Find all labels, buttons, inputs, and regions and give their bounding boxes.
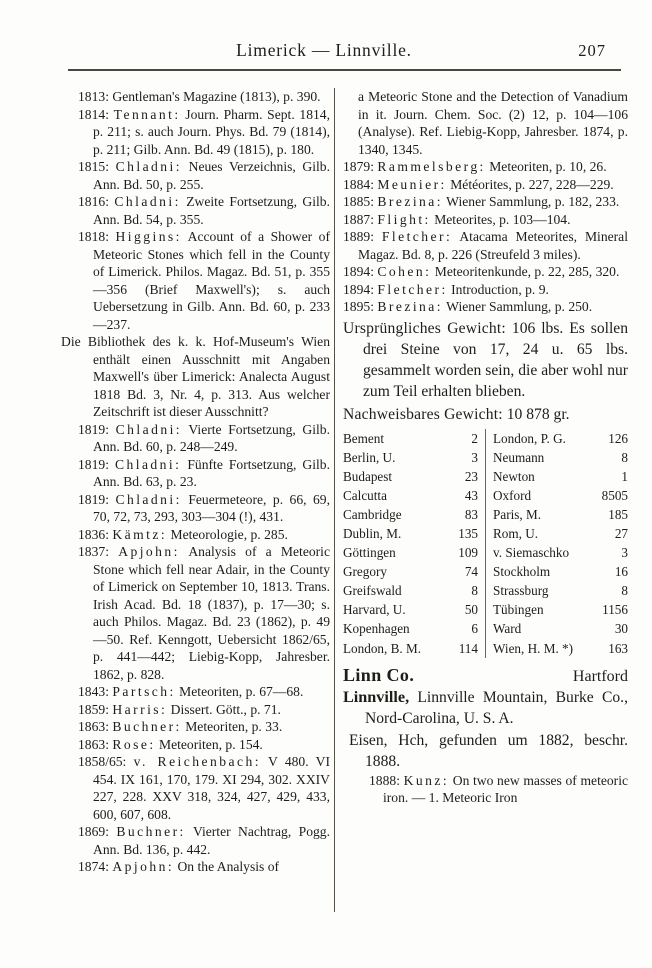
table-row	[343, 543, 478, 562]
entry-author: Chladni:	[115, 491, 182, 507]
collection-name: Neumann	[493, 449, 545, 465]
bibliography-entry	[78, 106, 330, 159]
entry-text: Meteoriten, p. 67—68.	[179, 684, 304, 699]
entry-author: Meunier:	[377, 176, 447, 192]
bibliography-entry	[78, 193, 330, 228]
linnville-location: Linnville Mountain, Burke Co., Nord-Carolina, U. S. A.	[365, 688, 628, 727]
table-row	[343, 429, 478, 448]
collection-name: Wien, H. M. *)	[493, 640, 574, 656]
table-row	[493, 543, 628, 562]
weights-table-left	[343, 429, 486, 658]
table-row	[493, 429, 628, 448]
entry-text: Atacama Meteorites, Mineral Magaz. Bd. 8, p. 226 (Streufeld 3 miles).	[358, 229, 628, 262]
collection-name: Ward	[493, 621, 522, 637]
entry-year: 1814:	[78, 106, 109, 122]
collection-weight: 8	[471, 583, 478, 599]
entry-year: 1858/65:	[78, 754, 127, 769]
entry-author: Buchner:	[116, 824, 186, 839]
entry-author: Fletcher:	[381, 229, 453, 244]
collection-weight: 6	[471, 621, 478, 637]
entry-text: Neues Verzeichnis, Gilb. Ann. Bd. 50, p. 255.	[93, 159, 330, 192]
table-row	[493, 524, 628, 543]
page-header	[68, 40, 620, 64]
entry-year: 1879:	[343, 159, 374, 174]
collection-weight: 2	[471, 430, 478, 446]
entry-author: Harris:	[112, 701, 168, 717]
entry-text: Vierter Nachtrag, Pogg. Ann. Bd. 136, p. 442.	[93, 824, 330, 857]
collection-weight: 74	[464, 564, 478, 580]
linnville-heading	[343, 687, 628, 729]
collection-weight: 16	[614, 564, 628, 580]
collection-weight: 109	[458, 545, 478, 561]
entry-year: 1888:	[369, 772, 400, 788]
entry-year: 1836:	[78, 526, 109, 542]
entry-text: Gentleman's Magazine (1813), p. 390.	[112, 89, 321, 104]
right-bibliography	[343, 158, 628, 316]
entry-author: Brezina:	[377, 194, 444, 209]
bibliography-entry	[78, 228, 330, 333]
entry-author: Tennant:	[113, 106, 181, 122]
table-row	[343, 581, 478, 600]
bibliography-entry	[78, 683, 330, 701]
collection-name: v. Siemaschko	[493, 545, 570, 561]
collection-name: Harvard, U.	[343, 602, 406, 618]
right-column	[343, 88, 628, 807]
next-locality-heading	[343, 665, 628, 686]
entry-text: Meteoriten, p. 154.	[159, 736, 263, 752]
collection-weight: 43	[464, 487, 478, 503]
bibliography-entry	[343, 298, 628, 316]
entry-author: Apjohn:	[118, 544, 180, 559]
collection-name: Göttingen	[343, 545, 396, 561]
entry-text: On two new masses of meteoric iron. — 1. Meteoric Iron	[383, 772, 629, 806]
entry-author: v. Reichenbach:	[133, 754, 261, 769]
collection-name: Paris, M.	[493, 506, 541, 522]
collection-weight: 8505	[601, 487, 628, 503]
bibliography-entry	[78, 823, 330, 858]
entry-year: 1843:	[78, 684, 109, 699]
entry-year: 1837:	[78, 544, 109, 559]
entry-year: 1819:	[78, 456, 109, 472]
linnville-bibliography	[343, 772, 628, 807]
bibliography-entry	[78, 526, 330, 544]
entry-author: Chladni:	[115, 159, 182, 174]
collection-weight: 114	[458, 640, 478, 656]
table-row	[493, 562, 628, 581]
entry-text: Wiener Sammlung, p. 182, 233.	[446, 194, 620, 209]
table-row	[343, 524, 478, 543]
entry-author: Rammelsberg:	[377, 159, 486, 174]
locality-place: Hartford	[572, 667, 628, 685]
entry-year: 1863:	[78, 719, 109, 734]
entry-year: 1885:	[343, 194, 374, 209]
table-row	[493, 600, 628, 619]
bibliography-entry	[78, 736, 330, 754]
collection-name: Newton	[493, 468, 535, 484]
entry-text: On the Analysis of	[177, 859, 280, 874]
table-row	[343, 562, 478, 581]
entry-text: Introduction, p. 9.	[451, 281, 549, 297]
entry-author: Higgins:	[115, 229, 182, 244]
entry-year: 1819:	[78, 491, 109, 507]
bibliography-entry	[343, 193, 628, 211]
verified-weight-label: Nachweisbares Gewicht:	[343, 405, 503, 423]
collection-name: Kopenhagen	[343, 621, 410, 637]
entry-year: 1819:	[78, 421, 109, 437]
collection-weight: 163	[608, 640, 628, 656]
entry-author: Chladni:	[114, 456, 182, 472]
entry-text: Meteorologie, p. 285.	[170, 526, 288, 542]
weights-table-right	[486, 429, 628, 658]
running-title: Limerick — Linnville.	[236, 40, 412, 60]
entry-text: Météorites, p. 227, 228—229.	[450, 176, 614, 192]
table-row	[343, 448, 478, 467]
collection-name: London, P. G.	[493, 430, 566, 446]
entry-year: 1816:	[78, 194, 109, 209]
entry-text: Meteoritenkunde, p. 22, 285, 320.	[434, 264, 620, 279]
collection-name: Dublin, M.	[343, 525, 402, 541]
bibliography-entry	[343, 772, 628, 807]
entry-text: Zweite Fortsetzung, Gilb. Ann. Bd. 54, p. 355.	[93, 194, 330, 227]
table-row	[493, 619, 628, 638]
bibliography-entry	[343, 158, 628, 176]
entry-text: V 480. VI 454. IX 161, 170, 179. XI 294, 302. XXIV 227, 228. XXV 318, 324, 427, 429, 433, 600, 607, 608.	[93, 754, 330, 822]
table-row	[343, 467, 478, 486]
collection-name: Budapest	[343, 468, 393, 484]
bibliography-entry	[78, 858, 330, 876]
bibliography-entry	[78, 456, 330, 491]
table-row	[343, 639, 478, 658]
bibliography-entry	[78, 543, 330, 683]
bibliography-entry	[78, 88, 330, 106]
entry-author: Chladni:	[114, 194, 181, 209]
collection-weight: 126	[608, 430, 628, 446]
collection-weight: 8	[621, 583, 628, 599]
table-row	[343, 486, 478, 505]
entry-text: Fünfte Fortsetzung, Gilb. Ann. Bd. 63, p. 23.	[93, 456, 330, 489]
entry-year: 1884:	[343, 176, 374, 192]
entry-author: Fletcher:	[377, 281, 448, 297]
entry-author: Chladni:	[115, 421, 183, 437]
linnville-description: Eisen, Hch, gefunden um 1882, beschr. 1888.	[349, 731, 628, 770]
column-divider	[334, 88, 335, 912]
table-row	[493, 581, 628, 600]
collection-name: Greifswald	[343, 583, 402, 599]
collection-weight: 3	[471, 449, 478, 465]
table-row	[343, 505, 478, 524]
bibliography-entry	[78, 701, 330, 719]
collection-name: Stockholm	[493, 564, 551, 580]
bibliography-entry	[78, 718, 330, 736]
bibliography-entry	[78, 753, 330, 823]
collection-name: Cambridge	[343, 506, 402, 522]
collection-name: Strassburg	[493, 583, 549, 599]
table-row	[493, 467, 628, 486]
collection-name: Oxford	[493, 487, 532, 503]
entry-year: 1887:	[343, 211, 374, 227]
collection-name: London, B. M.	[343, 640, 422, 656]
entry-year: 1894:	[343, 264, 374, 279]
entry-text: Die Bibliothek des k. k. Hof-Museum's Wien enthält einen Ausschnitt mit Angaben Maxwell's über Limerick: Analecta August 1818 Bd. 3, Nr. 4, p. 313. Aus welcher Zeitschrift ist dieser Ausschnitt?	[61, 334, 330, 419]
collection-weight: 30	[614, 621, 628, 637]
entry-text: Dissert. Gött., p. 71.	[170, 701, 281, 717]
entry-year: 1818:	[78, 229, 109, 244]
entry-author: Cohen:	[377, 264, 432, 279]
table-row	[493, 505, 628, 524]
entry-text: Meteoriten, p. 10, 26.	[489, 159, 607, 174]
left-column	[61, 88, 330, 876]
entry-author: Buchner:	[112, 719, 182, 734]
locality-name: Linn Co.	[343, 664, 415, 685]
table-row	[343, 600, 478, 619]
collection-weight: 8	[621, 449, 628, 465]
page-number: 207	[578, 41, 606, 60]
table-row	[493, 639, 628, 658]
entry-author: Flight:	[377, 211, 431, 227]
table-row	[493, 486, 628, 505]
verified-weight-paragraph	[343, 404, 628, 425]
collection-weight: 185	[608, 506, 628, 522]
collection-weight: 1156	[602, 602, 628, 618]
collection-weight: 1	[621, 468, 628, 484]
collection-weight: 135	[458, 525, 478, 541]
bibliography-entry	[61, 333, 330, 421]
bibliography-entry	[343, 281, 628, 299]
verified-weight-value: 10 878 gr.	[506, 405, 570, 423]
entry-year: 1889:	[343, 229, 374, 244]
bibliography-entry	[78, 491, 330, 526]
collection-weight: 27	[614, 525, 628, 541]
bibliography-entry	[343, 228, 628, 263]
header-rule	[68, 69, 621, 71]
entry-author: Apjohn:	[112, 859, 175, 874]
entry-author: Brezina:	[377, 299, 444, 314]
original-weight-value: 106 lbs.	[511, 319, 564, 337]
entry-year: 1894:	[343, 281, 374, 297]
collection-weight: 23	[464, 468, 478, 484]
bibliography-entry	[78, 421, 330, 456]
bibliography-entry	[343, 211, 628, 229]
collection-name: Tübingen	[493, 602, 544, 618]
original-weight-paragraph	[343, 318, 628, 402]
entry-continuation: a Meteoric Stone and the Detection of Vanadium in it. Journ. Chem. Soc. (2) 12, p. 104—106 (Analyse). Ref. Liebig-Kopp, Jahresber. 1874, p. 1340, 1345.	[358, 89, 628, 157]
bibliography-entry	[343, 176, 628, 194]
collection-weight: 3	[621, 545, 628, 561]
entry-text: Journ. Pharm. Sept. 1814, p. 211; s. auch Journ. Phys. Bd. 79 (1814), p. 211; Gilb. Ann. Bd. 49 (1815), p. 180.	[93, 106, 330, 157]
collection-name: Berlin, U.	[343, 449, 396, 465]
entry-year: 1815:	[78, 159, 109, 174]
entry-text: Wiener Sammlung, p. 250.	[446, 299, 593, 314]
collection-name: Calcutta	[343, 487, 387, 503]
entry-text: Feuermeteore, p. 66, 69, 70, 72, 73, 293, 303—304 (!), 431.	[93, 491, 330, 524]
entry-year: 1813:	[78, 89, 109, 104]
bibliography-entry	[78, 158, 330, 193]
entry-text: Meteorites, p. 103—104.	[434, 211, 571, 227]
collection-weight: 83	[464, 506, 478, 522]
entry-author: Kunz:	[403, 772, 450, 788]
entry-year: 1859:	[78, 701, 109, 717]
entry-author: Partsch:	[112, 684, 176, 699]
entry-text: Analysis of a Meteoric Stone which fell near Adair, in the County of Limerick on September 10, 1813. Trans. Irish Acad. Bd. 18 (1837), p. 17—30; s. auch Philos. Magaz. Bd. 23 (1862), p. 49—50. Ref. Kenngott, Uebersicht 1862/65, p. 441—442; Liebig-Kopp, Jahresber. 1862, p. 828.	[93, 544, 330, 682]
bibliography-entry	[343, 263, 628, 281]
collection-name: Bement	[343, 430, 385, 446]
collection-name: Gregory	[343, 564, 387, 580]
entry-text: Vierte Fortsetzung, Gilb. Ann. Bd. 60, p. 248—249.	[93, 421, 330, 454]
entry-text: Account of a Shower of Meteoric Stones which fell in the County of Limerick. Philos. Magaz. Bd. 51, p. 355—356 (Brief Maxwell's); s. auch Uebersetzung in Gilb. Ann. Bd. 60, p. 233—237.	[93, 229, 330, 332]
original-weight-label: Ursprüngliches Gewicht:	[343, 319, 506, 337]
entry-author: Rose:	[112, 736, 156, 752]
linnville-name: Linnville,	[343, 687, 410, 706]
weights-table	[343, 429, 628, 658]
entry-year: 1863:	[78, 736, 109, 752]
original-weight-note: Es sollen drei Steine von 17, 24 u. 65 lbs. gesammelt worden sein, die aber wohl nur zum Teil erhalten blieben.	[363, 319, 628, 400]
entry-year: 1895:	[343, 299, 374, 314]
table-row	[493, 448, 628, 467]
collection-name: Rom, U.	[493, 525, 539, 541]
entry-author: Kämtz:	[112, 526, 168, 542]
entry-year: 1869:	[78, 824, 109, 839]
table-row	[343, 619, 478, 638]
entry-year: 1874:	[78, 859, 109, 874]
entry-text: Meteoriten, p. 33.	[185, 719, 283, 734]
collection-weight: 50	[464, 602, 478, 618]
